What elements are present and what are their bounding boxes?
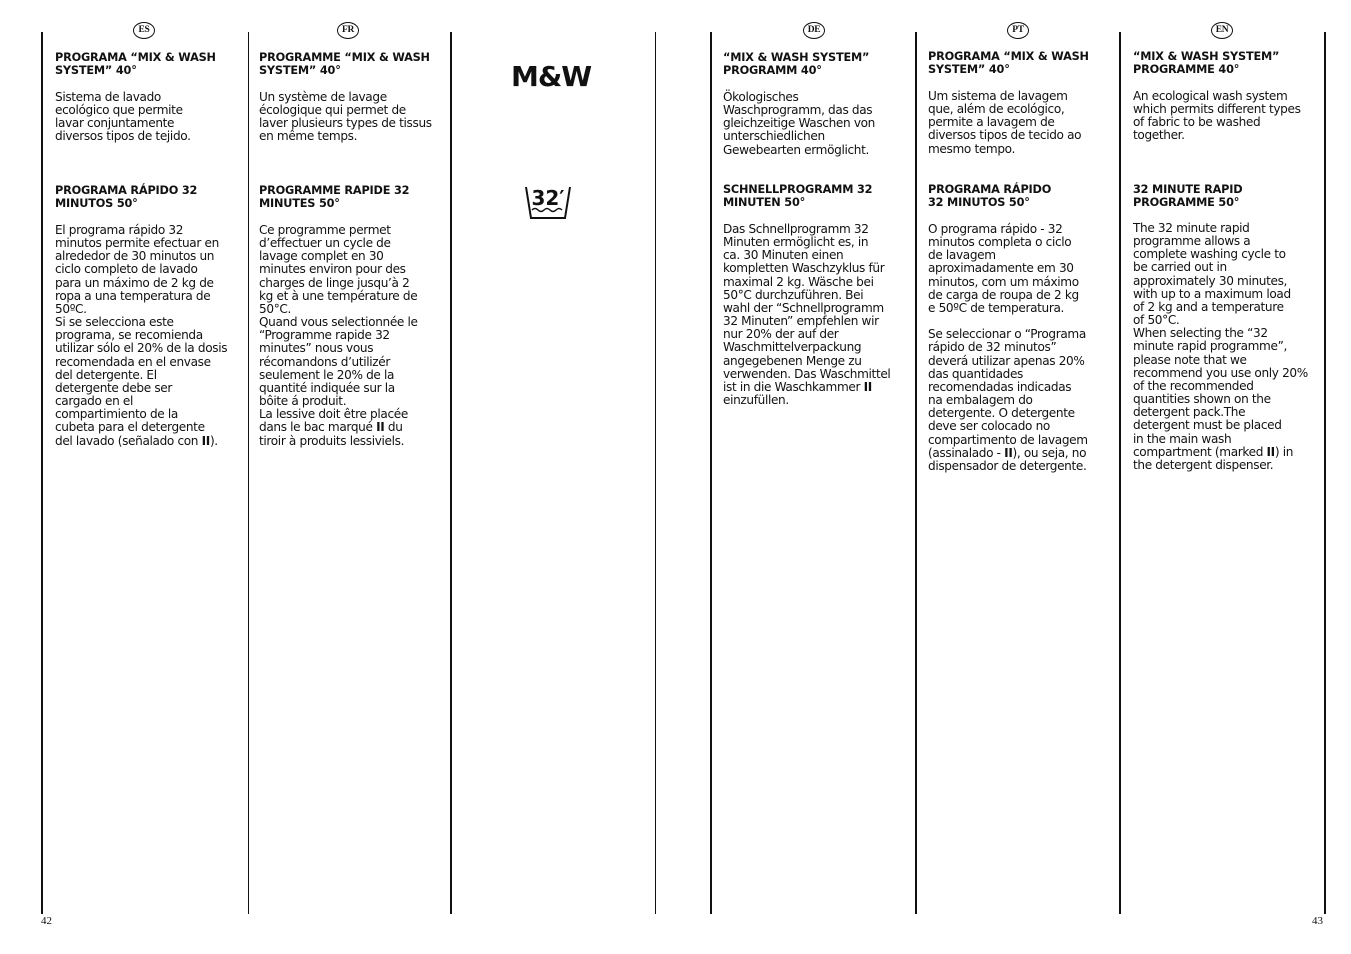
language-badge-fr: FR xyxy=(337,22,359,39)
compartment-mark: II xyxy=(1004,445,1013,460)
description-text-end: einzufüllen. xyxy=(723,393,789,408)
language-badge-en: EN xyxy=(1211,22,1233,39)
language-badge-es: ES xyxy=(133,22,155,39)
mix-wash-heading: PROGRAMME “MIX & WASH SYSTEM” 40° xyxy=(259,51,430,77)
column-divider xyxy=(248,32,249,914)
mix-wash-heading: PROGRAMA “MIX & WASH SYSTEM” 40° xyxy=(55,51,216,77)
mix-wash-description: Ökologisches Waschprogramm, das das gleichzeitige Waschen von unterschiedlichen Gewebearten ermöglicht. xyxy=(723,90,875,157)
compartment-mark: II xyxy=(376,420,385,435)
compartment-mark: II xyxy=(201,433,210,448)
rapid-program-description xyxy=(1133,222,1318,472)
wash-tub-32-icon xyxy=(524,184,572,230)
page-number-left: 42 xyxy=(41,915,52,927)
rapid-program-description xyxy=(723,223,908,407)
description-text-end: du tiroir à produits lessiviels. xyxy=(259,420,405,448)
column-divider xyxy=(915,32,917,914)
column-divider xyxy=(450,32,452,914)
description-text: Das Schnellprogramm 32 Minuten ermöglicht es, in ca. 30 Minuten einen kompletten Waschzyklus für maximal 2 kg. Wäsche bei 50°C durchzuführen. Bei wahl der “Schnellprogramm 32 Minuten” empfehlen wir nur 20% der auf der Waschmittelverpackung angegebenen Menge zu verwenden. Das Waschmittel ist in die Waschkammer xyxy=(723,222,891,394)
column-divider xyxy=(1324,32,1326,914)
mix-wash-heading: “MIX & WASH SYSTEM” PROGRAMME 40° xyxy=(1133,50,1280,76)
rapid-program-description xyxy=(55,224,240,448)
column-divider xyxy=(1119,32,1121,914)
mix-wash-heading: “MIX & WASH SYSTEM” PROGRAMM 40° xyxy=(723,51,870,77)
rapid-program-heading: SCHNELLPROGRAMM 32 MINUTEN 50° xyxy=(723,183,873,209)
rapid-program-heading: PROGRAMA RÁPIDO 32 MINUTOS 50° xyxy=(928,183,1052,209)
description-text-end: ) in the detergent dispenser. xyxy=(1133,444,1294,472)
mix-wash-description: An ecological wash system which permits different types of fabric to be washed together. xyxy=(1133,89,1301,143)
description-text-end: ). xyxy=(209,433,218,448)
column-divider xyxy=(41,32,43,914)
column-divider xyxy=(710,32,712,914)
description-text: The 32 minute rapid programme allows a complete washing cycle to be carried out in approximately 30 minutes, with up to a maximum load of 2 kg and a temperature of 50°C. When selecting the “32 minute rapid programme”, please note that we recommend you use only 20% of the recommended quantities shown on the detergent pack.The detergent must be placed in the main wash compartment (marked xyxy=(1133,221,1308,459)
rapid-program-heading: PROGRAMA RÁPIDO 32 MINUTOS 50° xyxy=(55,184,198,210)
mix-wash-description: Um sistema de lavagem que, além de ecológico, permite a lavagem de diversos tipos de tecido ao mesmo tempo. xyxy=(928,89,1082,156)
wash-minutes-label: 32′ xyxy=(531,186,565,210)
description-text: O programa rápido - 32 minutos completa o ciclo de lavagem aproximadamente em 30 minutos, com um máximo de carga de roupa de 2 kg e 50ºC de temperatura. Se seleccionar o “Programa rápido de 32 minutos” deverá utilizar apenas 20% das quantidades recomendadas indicadas na embalagem do detergente. O detergente deve ser colocado no compartimento de lavagem (assinalado - xyxy=(928,222,1088,460)
mix-wash-description: Sistema de lavado ecológico que permite lavar conjuntamente diversos tipos de tejido. xyxy=(55,90,191,144)
description-text: El programa rápido 32 minutos permite efectuar en alrededor de 30 minutos un ciclo completo de lavado para un máximo de 2 kg de ropa a una temperatura de 50ºC. Si se selecciona este programa, se recomienda utilizar sólo el 20% de la dosis recomendada en el envase del detergente. El detergente debe ser cargado en el compartimiento de la cubeta para el detergente del lavado (señalado con xyxy=(55,223,228,448)
mix-wash-heading: PROGRAMA “MIX & WASH SYSTEM” 40° xyxy=(928,50,1089,76)
rapid-program-heading: PROGRAMME RAPIDE 32 MINUTES 50° xyxy=(259,184,410,210)
rapid-program-description xyxy=(259,224,444,448)
description-text: Ce programme permet d’effectuer un cycle de lavage complet en 30 minutes environ pour des charges de linge jusqu’à 2 kg et à une température de 50°C. Quand vous selectionnée le “Programme rapide 32 minutes” nous vous récomandons d’utilizér seulement le 20% de la quantité indiquée sur la bôite á produit. La lessive doit être placée dans le bac marqué xyxy=(259,223,418,435)
compartment-mark: II xyxy=(1266,444,1275,459)
rapid-program-heading: 32 MINUTE RAPID PROGRAMME 50° xyxy=(1133,183,1243,209)
compartment-mark: II xyxy=(863,379,872,394)
mix-wash-description: Un système de lavage écologique qui permet de laver plusieurs types de tissus en même temps. xyxy=(259,90,432,144)
rapid-program-description xyxy=(928,223,1113,473)
language-badge-de: DE xyxy=(803,22,825,39)
mix-and-wash-logo: M&W xyxy=(511,60,592,93)
description-text-end: ), ou seja, no dispensador de detergente. xyxy=(928,445,1087,473)
column-divider xyxy=(655,32,656,914)
language-badge-pt: PT xyxy=(1007,22,1029,39)
page-number-right: 43 xyxy=(1312,915,1323,927)
